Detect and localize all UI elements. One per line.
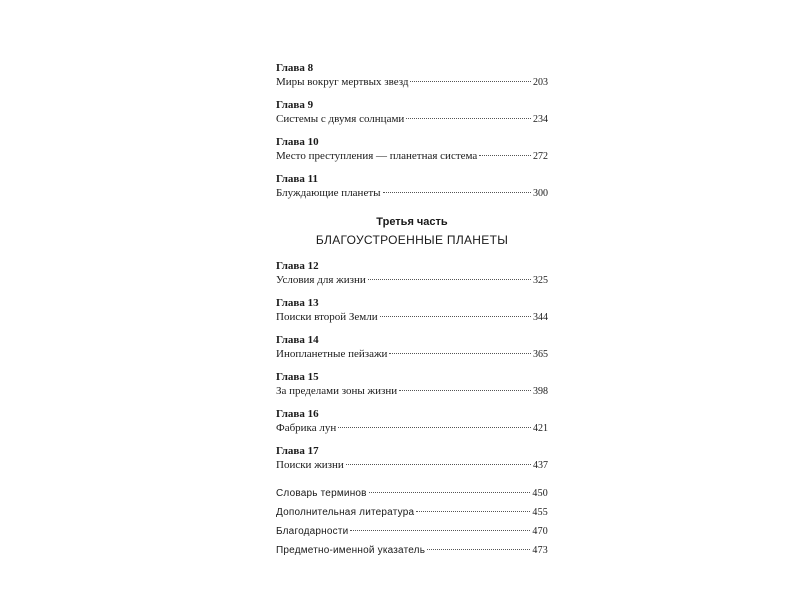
toc-line [276, 310, 548, 325]
dot-leader [479, 155, 531, 156]
toc-entry [276, 136, 548, 164]
backmatter-line [276, 487, 548, 500]
backmatter-line [276, 525, 548, 538]
chapters-group-1 [276, 62, 548, 201]
dot-leader [416, 511, 530, 512]
dot-leader [368, 279, 531, 280]
chapter-number: Глава 15 [276, 371, 319, 383]
dot-leader [410, 81, 531, 82]
chapter-title: Фабрика лун [276, 422, 337, 434]
back-matter [276, 487, 548, 557]
toc-line [276, 112, 548, 127]
backmatter-line [276, 506, 548, 519]
dot-leader [399, 390, 531, 391]
toc-entry [276, 62, 548, 90]
toc-line [276, 186, 548, 201]
toc-entry [276, 445, 548, 473]
toc-line [276, 421, 548, 436]
toc-entry [276, 297, 548, 325]
chapter-number: Глава 11 [276, 173, 319, 185]
page-number: 470 [532, 526, 548, 537]
part-title: БЛАГОУСТРОЕННЫЕ ПЛАНЕТЫ [315, 233, 509, 247]
backmatter-line [276, 544, 548, 557]
page-number: 455 [532, 507, 548, 518]
page-number: 272 [533, 151, 548, 162]
dot-leader [346, 464, 531, 465]
toc-entry [276, 371, 548, 399]
chapter-title: Инопланетные пейзажи [276, 348, 388, 360]
toc-line [276, 149, 548, 164]
dot-leader [383, 192, 531, 193]
chapter-number: Глава 14 [276, 334, 319, 346]
toc-entry [276, 99, 548, 127]
chapter-title: Миры вокруг мертвых звезд [276, 76, 409, 88]
page-number: 421 [533, 423, 548, 434]
part-label: Третья часть [376, 216, 448, 228]
chapter-number: Глава 16 [276, 408, 319, 420]
page-number: 437 [533, 460, 548, 471]
chapter-number: Глава 10 [276, 136, 319, 148]
chapter-title: Блуждающие планеты [276, 187, 381, 199]
dot-leader [406, 118, 531, 119]
toc-line [276, 384, 548, 399]
dot-leader [427, 549, 530, 550]
page-number: 473 [532, 545, 548, 556]
chapter-number: Глава 8 [276, 62, 314, 74]
dot-leader [369, 492, 531, 493]
part-heading [276, 215, 548, 248]
chapter-title: Условия для жизни [276, 274, 366, 286]
chapter-title: Системы с двумя солнцами [276, 113, 405, 125]
backmatter-title: Дополнительная литература [276, 507, 415, 518]
backmatter-title: Предметно-именной указатель [276, 545, 426, 556]
table-of-contents [276, 62, 548, 563]
chapter-title: Поиски жизни [276, 459, 344, 471]
chapter-number: Глава 13 [276, 297, 319, 309]
backmatter-title: Словарь терминов [276, 488, 367, 499]
dot-leader [380, 316, 531, 317]
chapter-number: Глава 17 [276, 445, 319, 457]
page-number: 300 [533, 188, 548, 199]
toc-entry [276, 173, 548, 201]
page-number: 203 [533, 77, 548, 88]
toc-entry [276, 408, 548, 436]
chapter-number: Глава 9 [276, 99, 314, 111]
page-number: 365 [533, 349, 548, 360]
toc-line [276, 458, 548, 473]
toc-line [276, 75, 548, 90]
chapter-title: Поиски второй Земли [276, 311, 378, 323]
toc-entry [276, 334, 548, 362]
backmatter-title: Благодарности [276, 526, 349, 537]
toc-line [276, 273, 548, 288]
dot-leader [338, 427, 531, 428]
page-number: 398 [533, 386, 548, 397]
toc-entry [276, 260, 548, 288]
dot-leader [389, 353, 531, 354]
page-number: 325 [533, 275, 548, 286]
page-number: 234 [533, 114, 548, 125]
toc-line [276, 347, 548, 362]
page-number: 450 [532, 488, 548, 499]
page-number: 344 [533, 312, 548, 323]
chapter-title: За пределами зоны жизни [276, 385, 398, 397]
chapter-number: Глава 12 [276, 260, 319, 272]
chapter-title: Место преступления — планетная система [276, 150, 478, 162]
dot-leader [350, 530, 530, 531]
chapters-group-2 [276, 260, 548, 473]
